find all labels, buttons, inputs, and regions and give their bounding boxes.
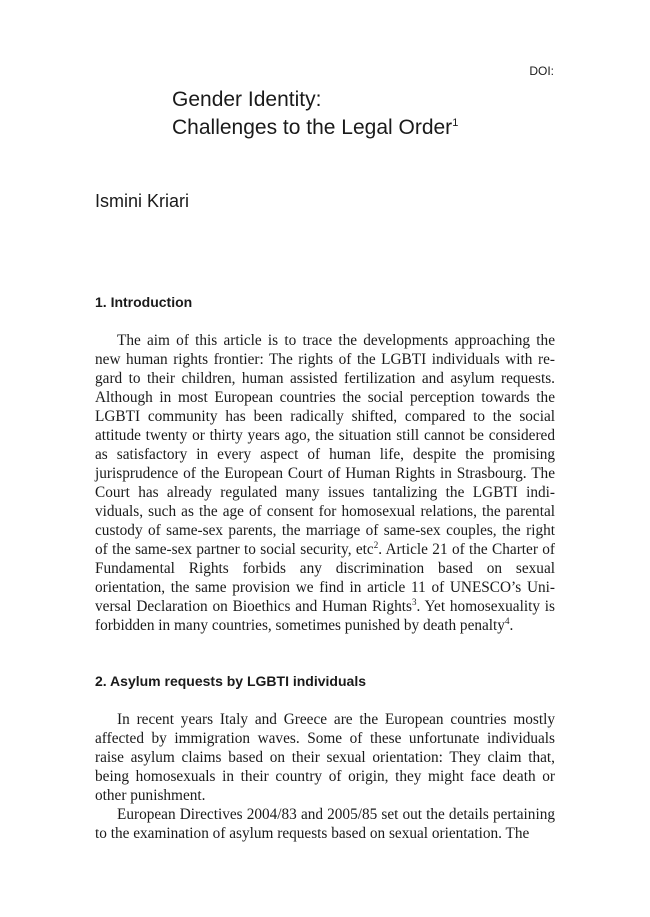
footnote-reference[interactable]: 3: [411, 596, 417, 607]
footnote-reference[interactable]: 2: [373, 539, 379, 550]
doi-label: DOI:: [529, 64, 554, 78]
footnote-reference[interactable]: 4: [504, 615, 510, 626]
article-title: [172, 86, 458, 142]
paragraph: The aim of this article is to trace the developments approaching the new human rights frontier: The rights of the LGBTI individuals with regard to their children, human assisted fertilization and asylum requests. Although in most European countries the social perception towards the LGBTI community has been radically shifted, compared to the social attitude twenty or thirty years ago, the situation still cannot be considered as satisfactory in every aspect of human life, despite the promising jurisprudence of the European Court of Human Rights in Strasbourg. The Court has already regulated many issues tantalizing the LGBTI individuals, such as the age of consent for homosexual relations, the parental custody of same-sex parents, the marriage of same-sex couples, the right of the same-sex partner to social security, etc$^2$. Article 21 of the Charter of Fundamental Rights forbids any discrimination based on sexual orientation, the same provision we find in article 11 of UNESCO’s Universal Declaration on Bioethics and Human Rights$^3$. Yet homosexuality is forbidden in many countries, sometimes punished by death penalty$^4$.: [95, 332, 556, 634]
title-line-2-text: Challenges to the Legal Order: [172, 116, 453, 139]
title-footnote-mark[interactable]: 1: [452, 117, 459, 129]
paragraph: In recent years Italy and Greece are the European countries mostly affected by immigration waves. Some of these unfortunate individuals raise asylum claims based on their sexual orientation: They claim that, being homosexuals in their country of origin, they might face death or other punishment.: [95, 711, 555, 804]
section-heading-asylum: 2. Asylum requests by LGBTI individuals: [95, 673, 366, 689]
author-name: Ismini Kriari: [95, 191, 190, 211]
section-heading-introduction: 1. Introduction: [95, 294, 193, 310]
paragraph: European Directives 2004/83 and 2005/85 set out the details pertaining to the examination of asylum requests based on sexual orientation. The: [95, 806, 555, 842]
title-line-2: [172, 114, 458, 142]
title-line-1: Gender Identity:: [172, 88, 322, 111]
